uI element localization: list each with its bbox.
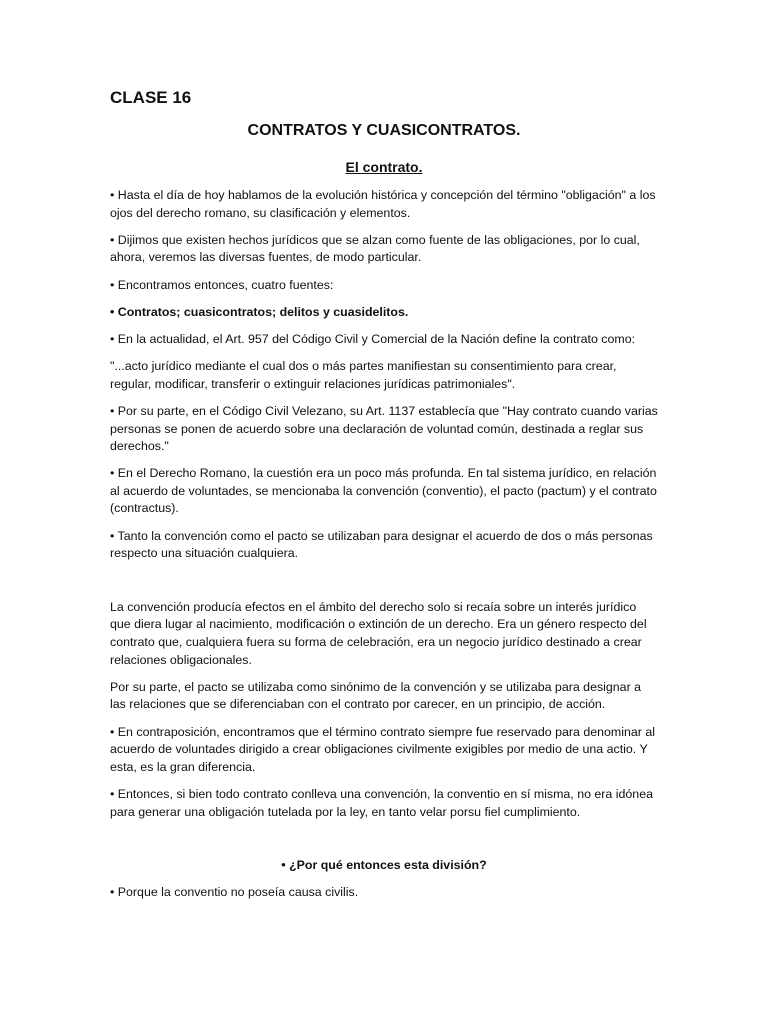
document-body: [110, 187, 658, 912]
paragraph: • Encontramos entonces, cuatro fuentes:: [110, 277, 334, 292]
paragraph: • Entonces, si bien todo contrato conlleva una convención, la conventio en sí misma, no era idónea para generar una obligación tutelada por la ley, en tanto velar porsu fiel cumplimiento.: [110, 786, 653, 819]
class-label: CLASE 16: [110, 88, 192, 107]
paragraph: • En la actualidad, el Art. 957 del Código Civil y Comercial de la Nación define la contrato como:: [110, 331, 636, 346]
paragraph-sources-list: • Contratos; cuasicontratos; delitos y cuasidelitos.: [110, 304, 409, 319]
section-subtitle: El contrato.: [345, 159, 423, 175]
document-page: [110, 86, 658, 900]
paragraph: • En contraposición, encontramos que el término contrato siempre fue reservado para denominar al acuerdo de voluntades dirigido a crear obligaciones civilmente exigibles por medio de una actio. Y esta, es la gran diferencia.: [110, 724, 656, 774]
paragraph: • En el Derecho Romano, la cuestión era un poco más profunda. En tal sistema jurídico, en relación al acuerdo de voluntades, se mencionaba la convención (conventio), el pacto (pactum) y el contrato (contractus).: [110, 466, 657, 516]
document-title: CONTRATOS Y CUASICONTRATOS.: [247, 122, 521, 139]
paragraph: • Hasta el día de hoy hablamos de la evolución histórica y concepción del término "obligación" a los ojos del derecho romano, su clasificación y elementos.: [110, 188, 656, 220]
question-heading: • ¿Por qué entonces esta división?: [281, 858, 487, 873]
quote-paragraph: "...acto jurídico mediante el cual dos o más partes manifiestan su consentimiento para crear, regular, modificar, transferir o extinguir relaciones jurídicas patrimoniales".: [110, 359, 617, 391]
paragraph: • Por su parte, en el Código Civil Velezano, su Art. 1137 establecía que "Hay contrato cuando varias personas se ponen de acuerdo sobre una declaración de voluntad común, destinada a reglar sus derechos.": [110, 403, 658, 454]
paragraph: • Tanto la convención como el pacto se utilizaban para designar el acuerdo de dos o más personas respecto una situación cualquiera.: [110, 528, 653, 561]
paragraph: Por su parte, el pacto se utilizaba como sinónimo de la convención y se utilizaba para designar a las relaciones que se diferenciaban con el contrato por carecer, en un principio, de acción.: [110, 679, 642, 712]
paragraph: • Dijimos que existen hechos jurídicos que se alzan como fuente de las obligaciones, por lo cual, ahora, veremos las diversas fuentes, de modo particular.: [110, 232, 640, 265]
paragraph: La convención producía efectos en el ámbito del derecho solo si recaía sobre un interés jurídico que diera lugar al nacimiento, modificación o extinción de un derecho. Era un género respecto del contrato que, cualquiera fuera su forma de celebración, era un negocio jurídico destinado a crear relaciones obligacionales.: [110, 599, 647, 667]
paragraph: • Porque la conventio no poseía causa civilis.: [110, 885, 359, 900]
